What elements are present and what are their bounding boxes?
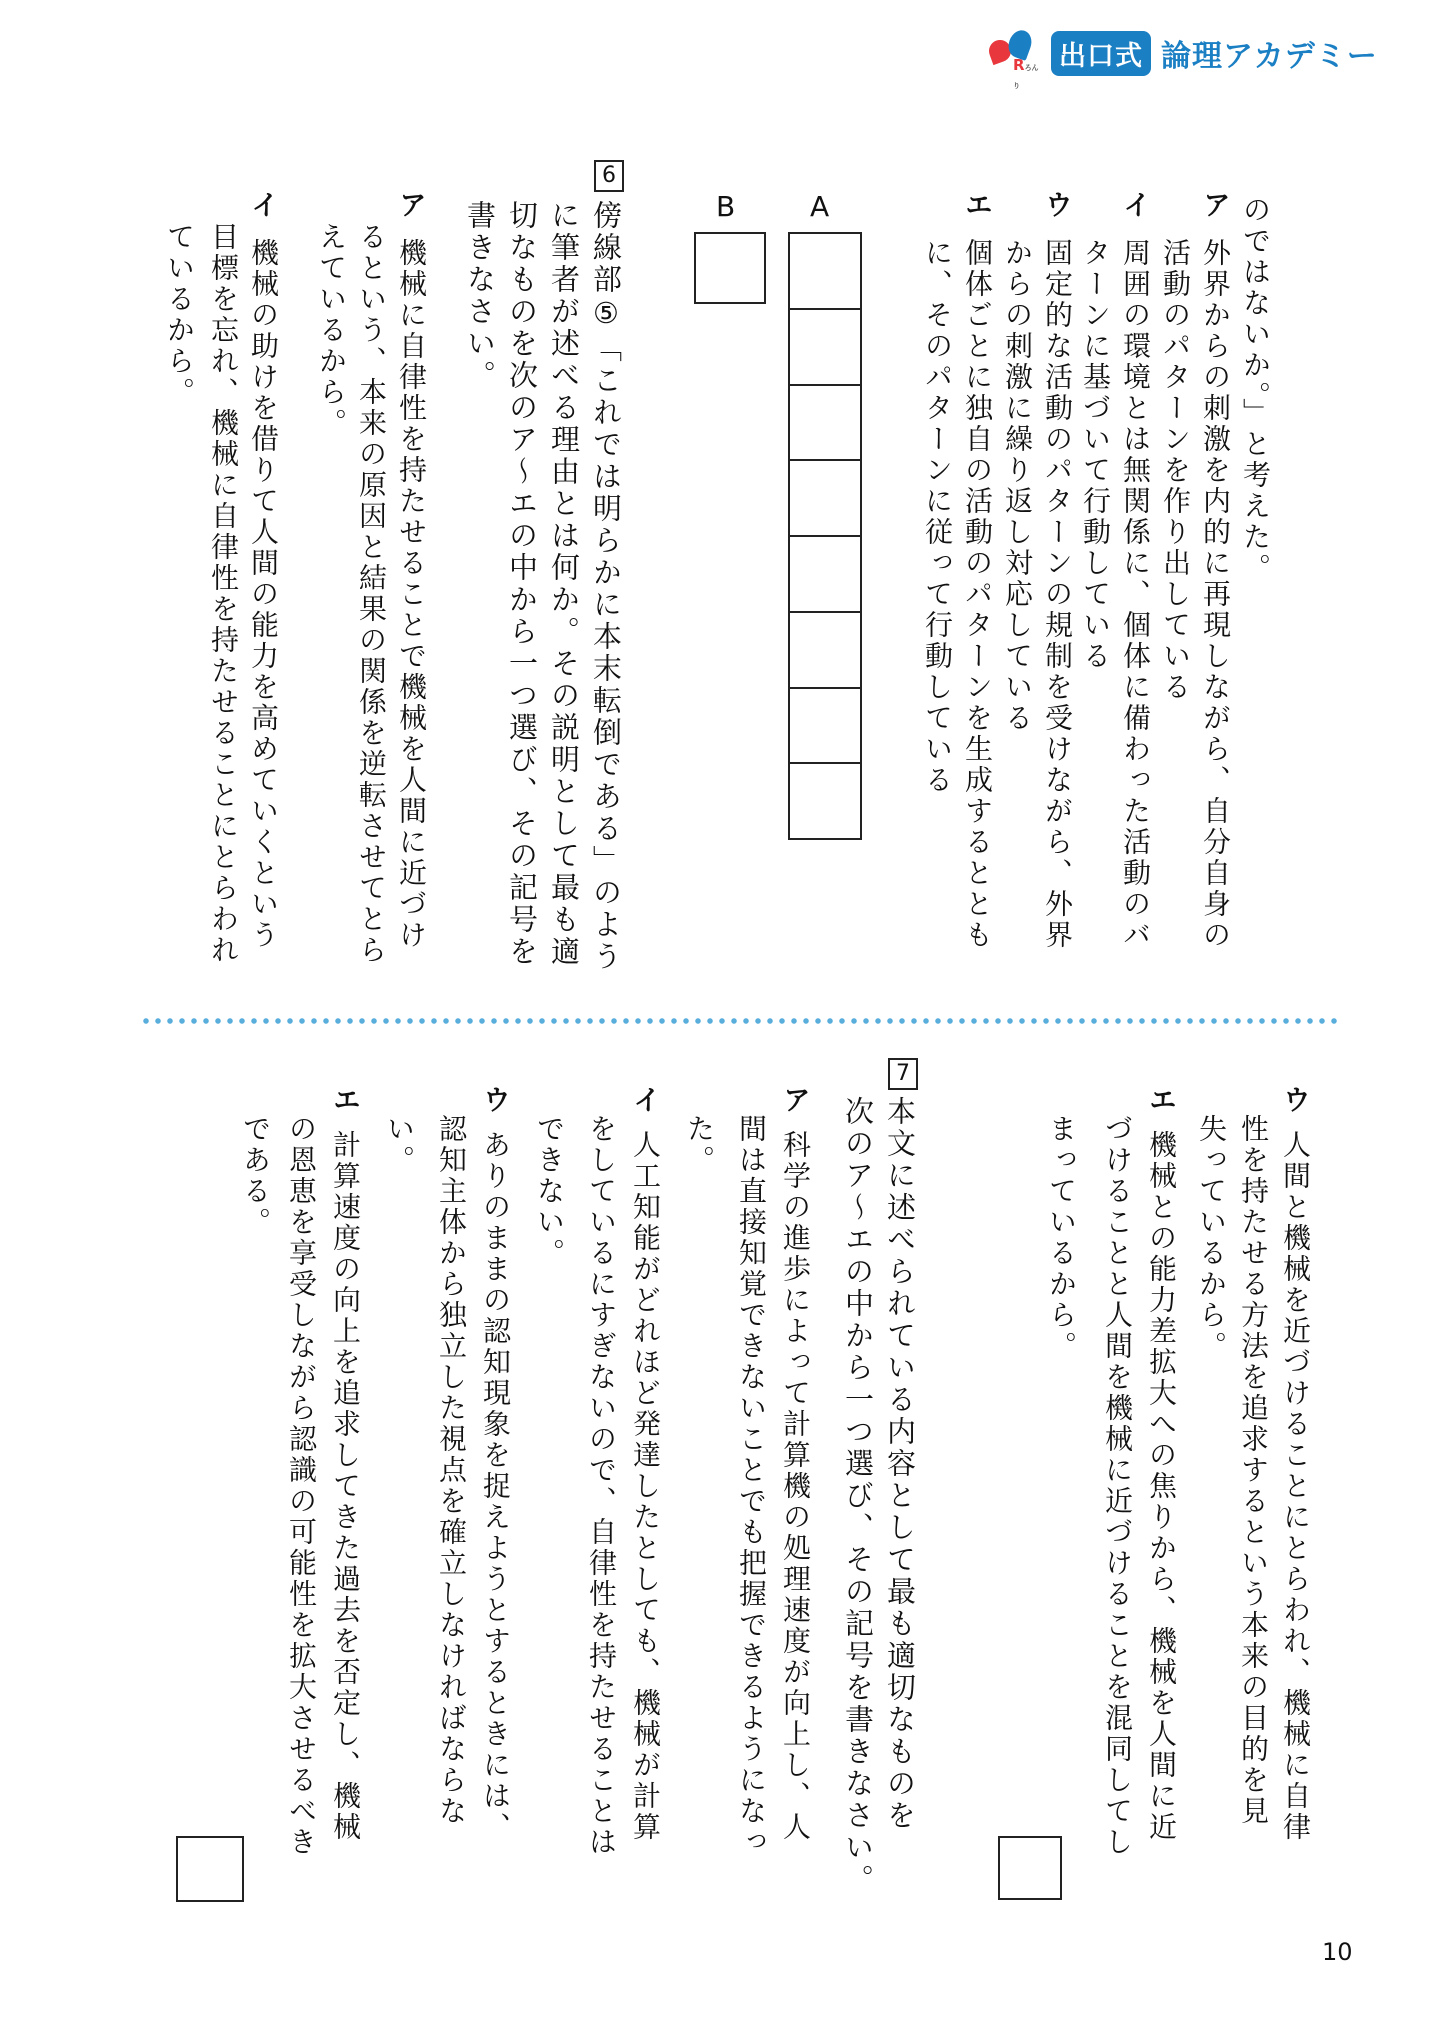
answer-a-cell[interactable] (790, 310, 860, 386)
logo-mark-letter: R (1013, 56, 1025, 74)
q6-choice-u-line2: 性を持たせる方法を追求するという本来の目的を見 (1237, 1114, 1270, 1827)
answer-b-label: B (716, 190, 736, 223)
logo-mark-sub: ろんり (1013, 64, 1039, 90)
q7-choice-u-line3: い。 (383, 1114, 416, 1176)
choice-i-line1: 周囲の環境とは無関係に、個体に備わった活動のバ (1119, 238, 1152, 951)
choice-i-line2: ターンに基づいて行動している (1079, 238, 1112, 672)
choice-u-line1: 固定的な活動のパターンの規制を受けながら、外界 (1041, 238, 1074, 951)
choice-label-u: ウ (1041, 190, 1074, 221)
question-6-number: 6 (594, 160, 624, 192)
q6-choice-e-line2: づけることと人間を機械に近づけることを混同してし (1101, 1114, 1134, 1858)
q7-choice-i-line1: 人工知能がどれほど発達したとしても、機械が計算 (629, 1130, 662, 1843)
passage-continuation: のではないか。」と考えた。 (1239, 195, 1272, 584)
answer-a-cell[interactable] (790, 537, 860, 613)
q7-choice-e-line1: 計算速度の向上を追求してきた過去を否定し、機械 (329, 1130, 362, 1843)
q7-choice-a-line2: 間は直接知覚できないことでも把握できるようになっ (735, 1114, 768, 1858)
q6-choice-a-line3: えているから。 (315, 222, 348, 439)
answer-a-cell[interactable] (790, 461, 860, 537)
choice-e-line2: に、そのパターンに従って行動している (921, 238, 954, 796)
choice-a-line1: 外界からの刺激を内的に再現しながら、自分自身の (1199, 238, 1232, 951)
q7-choice-u-line2: 認知主体から独立した視点を確立しなければならな (435, 1114, 468, 1827)
q7-choice-label-i: イ (629, 1085, 662, 1116)
q7-choice-a-line3: た。 (683, 1114, 716, 1176)
choice-a-line2: 活動のパターンを作り出している (1159, 238, 1192, 703)
question-7-answer-box[interactable] (176, 1836, 244, 1902)
q6-choice-e-line3: まっているから。 (1045, 1114, 1078, 1362)
q6-choice-e-line1: 機械との能力差拡大への焦りから、機械を人間に近 (1145, 1130, 1178, 1843)
choice-label-a: ア (1199, 190, 1232, 221)
choice-label-i: イ (1119, 190, 1152, 221)
question-7-line1: 本文に述べられている内容として最も適切なものを (883, 1096, 917, 1832)
q6-choice-i-line3: ているから。 (163, 222, 196, 408)
choice-e-line1: 個体ごとに独自の活動のパターンを生成するととも (961, 238, 994, 951)
q7-choice-i-line2: をしているにすぎないので、自律性を持たせることは (585, 1114, 618, 1858)
answer-b-box[interactable] (694, 232, 766, 304)
q6-choice-label-a: ア (395, 190, 428, 221)
q6-choice-label-i: イ (247, 190, 280, 221)
leaf-logo-icon (985, 28, 1045, 90)
q7-choice-i-line3: できない。 (533, 1114, 566, 1269)
question-6-line1: 傍線部⑤「これでは明らかに本末転倒である」のよう (589, 200, 623, 973)
logo-title: 論理アカデミー (1161, 39, 1378, 74)
question-6-line2: に筆者が述べる理由とは何か。その説明として最も適 (547, 200, 581, 968)
answer-a-cell[interactable] (790, 764, 860, 838)
publisher-logo (985, 28, 1378, 90)
q7-choice-u-line1: ありのままの認知現象を捉えようとするときには、 (479, 1130, 512, 1843)
q6-choice-u-line3: 失っているから。 (1195, 1114, 1228, 1362)
q7-choice-e-line2: の恩恵を享受しながら認識の可能性を拡大させるべき (285, 1114, 318, 1858)
q7-choice-a-line1: 科学の進歩によって計算機の処理速度が向上し、人 (779, 1130, 812, 1843)
q7-choice-e-line3: である。 (239, 1114, 272, 1238)
q7-choice-label-e: エ (329, 1085, 362, 1116)
section-divider (140, 1018, 1340, 1024)
answer-a-cell[interactable] (790, 386, 860, 462)
question-6-line3: 切なものを次のア～エの中から一つ選び、その記号を (505, 200, 539, 968)
q6-choice-a-line2: るという、本来の原因と結果の関係を逆転させてとら (355, 222, 388, 966)
q6-choice-i-line1: 機械の助けを借りて人間の能力を高めていくという (247, 238, 280, 951)
answer-a-grid[interactable] (788, 232, 862, 840)
question-6-answer-box[interactable] (998, 1836, 1062, 1900)
question-7-line2: 次のア～エの中から一つ選び、その記号を書きなさい。 (841, 1096, 875, 1896)
question-6-line4: 書きなさい。 (463, 200, 497, 392)
choice-label-e: エ (961, 190, 994, 221)
q6-choice-a-line1: 機械に自律性を持たせることで機械を人間に近づけ (395, 238, 428, 951)
answer-a-cell[interactable] (790, 234, 860, 310)
answer-a-cell[interactable] (790, 613, 860, 689)
q6-choice-u-line1: 人間と機械を近づけることにとらわれ、機械に自律 (1279, 1130, 1312, 1843)
logo-badge: 出口式 (1051, 31, 1151, 76)
choice-u-line2: からの刺激に繰り返し対応している (1001, 238, 1034, 734)
q6-choice-i-line2: 目標を忘れ、機械に自律性を持たせることにとらわれ (207, 222, 240, 966)
question-7-number: 7 (888, 1058, 918, 1090)
page-number: 10 (1322, 1938, 1353, 1966)
q7-choice-label-a: ア (779, 1085, 812, 1116)
answer-a-cell[interactable] (790, 689, 860, 765)
answer-a-label: A (810, 190, 830, 223)
q6-choice-label-e: エ (1145, 1085, 1178, 1116)
q7-choice-label-u: ウ (479, 1085, 512, 1116)
q6-choice-label-u: ウ (1279, 1085, 1312, 1116)
